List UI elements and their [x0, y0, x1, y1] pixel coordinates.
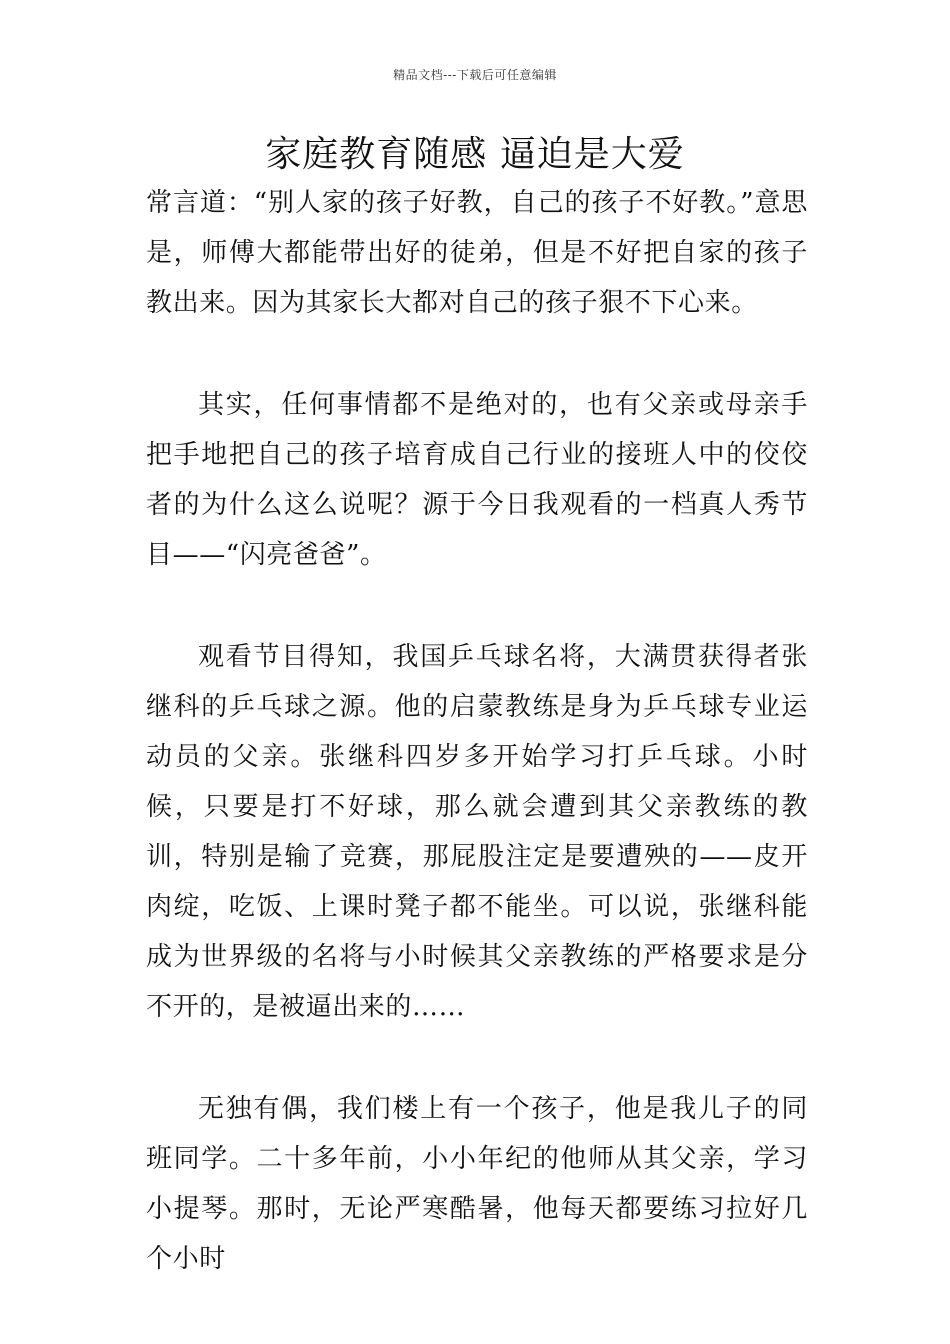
- paragraph-4: 无独有偶，我们楼上有一个孩子，他是我儿子的同班同学。二十多年前，小小年纪的他师从其父亲，学习小提琴。那时，无论严寒酷暑，他每天都要练习拉好几个小时: [146, 1094, 808, 1274]
- paragraph-1: 常言道：“别人家的孩子好教，自己的孩子不好教。”意思是，师傅大都能带出好的徒弟，但是不好把自家的孩子教出来。因为其家长大都对自己的孩子狠不下心来。: [146, 188, 808, 318]
- page-header-note: 精品文档---下载后可任意编辑: [393, 68, 557, 82]
- paragraph-2: 其实，任何事情都不是绝对的，也有父亲或母亲手把手地把自己的孩子培育成自己行业的接班人中的佼佼者的为什么这么说呢？源于今日我观看的一档真人秀节目——“闪亮爸爸”。: [146, 390, 808, 570]
- document-body: [146, 178, 808, 1336]
- document-title: 家庭教育随感 逼迫是大爱: [265, 134, 685, 175]
- paragraph-3: 观看节目得知，我国乒乓球名将，大满贯获得者张继科的乒乓球之源。他的启蒙教练是身为乒乓球专业运动员的父亲。张继科四岁多开始学习打乒乓球。小时候，只要是打不好球，那么就会遭到其父亲教练的教训，特别是输了竞赛，那屁股注定是要遭殃的——皮开肉绽，吃饭、上课时凳子都不能坐。可以说，张继科能成为世界级的名将与小时候其父亲教练的严格要求是分不开的，是被逼出来的……: [146, 642, 808, 1022]
